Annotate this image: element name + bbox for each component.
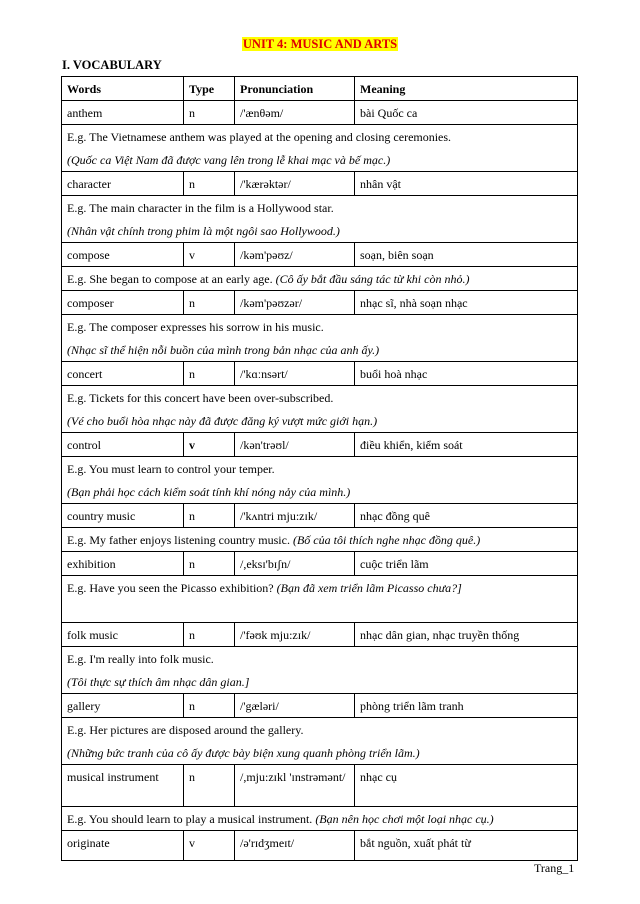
example-row xyxy=(62,807,578,831)
example-cell xyxy=(62,528,578,552)
vocab-type: n xyxy=(184,291,235,315)
example-row xyxy=(62,718,578,765)
vocab-word: country music xyxy=(62,504,184,528)
example-cell xyxy=(62,315,578,362)
vocab-meaning: nhân vật xyxy=(355,172,578,196)
vocab-row xyxy=(62,552,578,576)
example-cell xyxy=(62,457,578,504)
vocab-meaning: nhạc sĩ, nhà soạn nhạc xyxy=(355,291,578,315)
header-pronunciation: Pronunciation xyxy=(235,77,355,101)
vocab-word: compose xyxy=(62,243,184,267)
example-english: E.g. You should learn to play a musical instrument. xyxy=(67,812,313,826)
vocab-type: n xyxy=(184,362,235,386)
vocab-word: gallery xyxy=(62,694,184,718)
example-vietnamese: (Tôi thực sự thích âm nhạc dân gian.] xyxy=(67,675,250,689)
example-vietnamese: (Bố của tôi thích nghe nhạc đồng quê.) xyxy=(292,533,481,547)
example-cell xyxy=(62,576,578,623)
page-number: Trang_1 xyxy=(534,861,575,875)
vocab-word: character xyxy=(62,172,184,196)
vocab-word: musical instrument xyxy=(62,765,184,807)
example-english: E.g. I'm really into folk music. xyxy=(67,652,214,666)
example-english: E.g. My father enjoys listening country music. xyxy=(67,533,290,547)
vocab-type: n xyxy=(184,765,235,807)
vocab-type: n xyxy=(184,504,235,528)
vocab-row xyxy=(62,694,578,718)
example-vietnamese: (Cô ấy bắt đầu sáng tác từ khi còn nhỏ.) xyxy=(275,272,470,286)
example-english: E.g. The composer expresses his sorrow in his music. xyxy=(67,320,324,334)
example-vietnamese: (Quốc ca Việt Nam đã được vang lên trong lễ khai mạc và bế mạc.) xyxy=(67,153,391,167)
vocab-word: anthem xyxy=(62,101,184,125)
example-english: E.g. You must learn to control your temper. xyxy=(67,462,275,476)
example-english: E.g. She began to compose at an early age. xyxy=(67,272,273,286)
example-english: E.g. Tickets for this concert have been over-subscribed. xyxy=(67,391,334,405)
vocab-pronunciation: /'kærəktər/ xyxy=(235,172,355,196)
vocab-row xyxy=(62,362,578,386)
vocab-meaning: nhạc cụ xyxy=(355,765,578,807)
example-row xyxy=(62,196,578,243)
example-row xyxy=(62,528,578,552)
vocab-row xyxy=(62,433,578,457)
vocab-type: n xyxy=(184,172,235,196)
vocab-pronunciation: /kəm'pəʊz/ xyxy=(235,243,355,267)
example-row xyxy=(62,125,578,172)
vocab-word: originate xyxy=(62,831,184,861)
example-row xyxy=(62,576,578,623)
vocab-row xyxy=(62,172,578,196)
example-vietnamese: (Những bức tranh của cô ấy được bày biện xung quanh phòng triển lãm.) xyxy=(67,746,420,760)
vocab-row xyxy=(62,101,578,125)
vocab-row xyxy=(62,765,578,807)
example-cell xyxy=(62,386,578,433)
vocab-word: folk music xyxy=(62,623,184,647)
example-vietnamese: (Bạn phải học cách kiểm soát tính khí nóng nảy của mình.) xyxy=(67,485,351,499)
example-row xyxy=(62,386,578,433)
example-vietnamese: (Vé cho buổi hòa nhạc này đã được đăng ký vượt mức giới hạn.) xyxy=(67,414,378,428)
vocab-row xyxy=(62,623,578,647)
section-title: I. VOCABULARY xyxy=(62,58,162,72)
vocab-row xyxy=(62,243,578,267)
vocabulary-table xyxy=(61,76,578,861)
vocab-type: n xyxy=(184,623,235,647)
example-english: E.g. The Vietnamese anthem was played at the opening and closing ceremonies. xyxy=(67,130,452,144)
vocab-pronunciation: /'gæləri/ xyxy=(235,694,355,718)
example-cell xyxy=(62,807,578,831)
vocab-type: n xyxy=(184,552,235,576)
header-type: Type xyxy=(184,77,235,101)
vocab-row xyxy=(62,291,578,315)
example-vietnamese: (Bạn đã xem triển lãm Picasso chưa?] xyxy=(276,581,462,595)
table-header-row xyxy=(62,77,578,101)
vocab-pronunciation: /'kʌntri mju:zɪk/ xyxy=(235,504,355,528)
vocab-meaning: bài Quốc ca xyxy=(355,101,578,125)
vocab-pronunciation: /'fəʊk mju:zɪk/ xyxy=(235,623,355,647)
header-words: Words xyxy=(62,77,184,101)
vocab-meaning: cuộc triển lãm xyxy=(355,552,578,576)
vocab-row xyxy=(62,831,578,861)
example-vietnamese: (Nhân vật chính trong phim là một ngôi sao Hollywood.) xyxy=(67,224,340,238)
vocab-pronunciation: /'ænθəm/ xyxy=(235,101,355,125)
vocab-pronunciation: /,eksɪ'bɪʃn/ xyxy=(235,552,355,576)
unit-title: UNIT 4: MUSIC AND ARTS xyxy=(242,37,398,51)
vocab-meaning: soạn, biên soạn xyxy=(355,243,578,267)
vocab-meaning: bắt nguồn, xuất phát từ xyxy=(355,831,578,861)
vocab-word: control xyxy=(62,433,184,457)
vocab-word: concert xyxy=(62,362,184,386)
example-cell xyxy=(62,196,578,243)
vocab-row xyxy=(62,504,578,528)
example-english: E.g. Have you seen the Picasso exhibition? xyxy=(67,581,274,595)
vocab-meaning: phòng triển lãm tranh xyxy=(355,694,578,718)
example-row xyxy=(62,315,578,362)
example-english: E.g. The main character in the film is a Hollywood star. xyxy=(67,201,334,215)
vocab-type: v xyxy=(184,243,235,267)
vocab-word: exhibition xyxy=(62,552,184,576)
vocab-meaning: nhạc đồng quê xyxy=(355,504,578,528)
header-meaning: Meaning xyxy=(355,77,578,101)
example-cell xyxy=(62,647,578,694)
vocab-pronunciation: /ə'rɪdʒmeɪt/ xyxy=(235,831,355,861)
vocab-type: n xyxy=(184,694,235,718)
example-vietnamese: (Nhạc sĩ thể hiện nỗi buồn của mình trong bản nhạc của anh ấy.) xyxy=(67,343,380,357)
vocab-meaning: nhạc dân gian, nhạc truyền thống xyxy=(355,623,578,647)
vocab-pronunciation: /kən'trəʊl/ xyxy=(235,433,355,457)
example-row xyxy=(62,267,578,291)
vocab-type: n xyxy=(184,101,235,125)
vocabulary-body xyxy=(62,101,578,861)
example-row xyxy=(62,647,578,694)
vocab-pronunciation: /kəm'pəʊzər/ xyxy=(235,291,355,315)
example-cell xyxy=(62,125,578,172)
vocab-type: v xyxy=(184,433,235,457)
vocab-pronunciation: /'kɑːnsərt/ xyxy=(235,362,355,386)
vocab-meaning: buổi hoà nhạc xyxy=(355,362,578,386)
example-english: E.g. Her pictures are disposed around the gallery. xyxy=(67,723,304,737)
example-cell xyxy=(62,718,578,765)
vocab-meaning: điều khiển, kiểm soát xyxy=(355,433,578,457)
example-cell xyxy=(62,267,578,291)
vocab-pronunciation: /,mju:zɪkl 'ɪnstrəmənt/ xyxy=(235,765,355,807)
example-vietnamese: (Bạn nên học chơi một loại nhạc cụ.) xyxy=(315,812,494,826)
vocab-word: composer xyxy=(62,291,184,315)
vocab-type: v xyxy=(184,831,235,861)
example-row xyxy=(62,457,578,504)
